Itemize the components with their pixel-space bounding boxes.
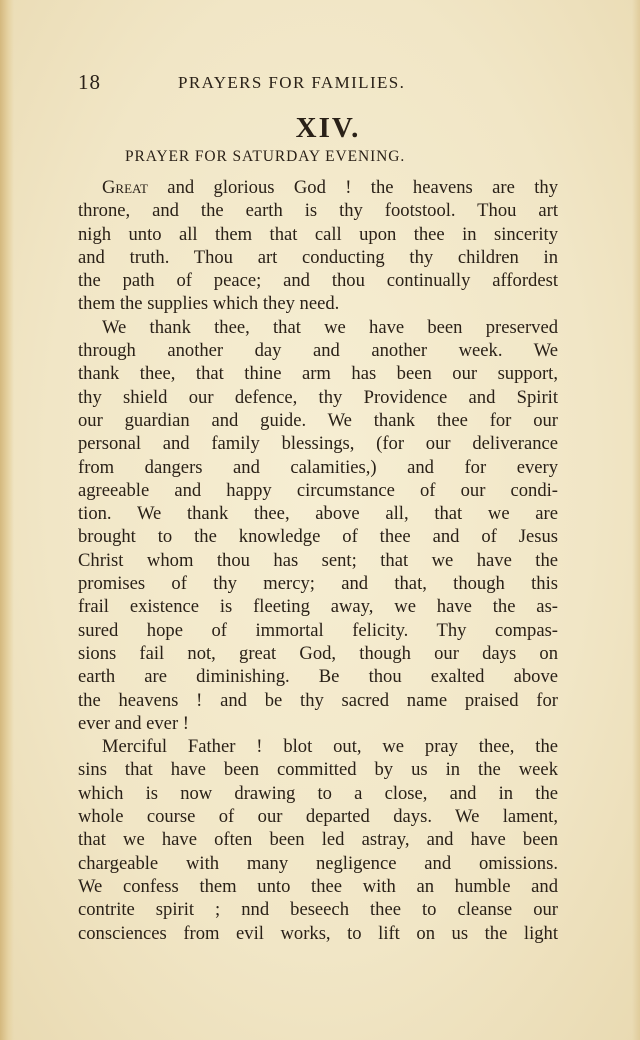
text-line: them the supplies which they need. — [78, 293, 340, 315]
text-line: sured hope of immortal felicity. Thy compas- — [78, 619, 558, 641]
text-line: whole course of our departed days. We lament, — [78, 806, 558, 828]
running-head: PRAYERS FOR FAMILIES. — [178, 73, 406, 92]
text-line: nigh unto all them that call upon thee in sincerity — [78, 223, 558, 245]
text-line: which is now drawing to a close, and in the — [78, 782, 558, 804]
page-edge-shadow — [632, 0, 640, 1040]
text-line: brought to the knowledge of thee and of Jesus — [78, 526, 558, 548]
text-line: from dangers and calamities,) and for every — [78, 456, 558, 478]
text-line: tion. We thank thee, above all, that we are — [78, 503, 558, 525]
section-numeral: XIV. — [295, 112, 361, 144]
text-line: our guardian and guide. We thank thee for our — [78, 409, 558, 431]
text-line: that we have often been led astray, and have been — [78, 829, 558, 851]
text-line: frail existence is fleeting away, we have the as- — [78, 596, 558, 618]
text-line: ever and ever ! — [78, 712, 189, 734]
text-line: earth are diminishing. Be thou exalted above — [78, 666, 558, 688]
text-line: agreeable and happy circumstance of our condi- — [78, 479, 558, 501]
text-line: the heavens ! and be thy sacred name praised for — [78, 689, 558, 711]
text-line: consciences from evil works, to lift on us the light — [78, 922, 558, 944]
text-line: Christ whom thou has sent; that we have the — [78, 549, 558, 571]
text-line: and truth. Thou art conducting thy children in — [78, 246, 558, 268]
text-line: We thank thee, that we have been preserved — [102, 316, 558, 338]
text-line: throne, and the earth is thy footstool. Thou art — [78, 200, 558, 222]
text-line: thank thee, that thine arm has been our support, — [78, 363, 558, 385]
text-line: sions fail not, great God, though our days on — [78, 642, 558, 664]
text-line: contrite spirit ; nnd beseech thee to cleanse our — [78, 899, 558, 921]
text-line: Merciful Father ! blot out, we pray thee, the — [102, 736, 558, 758]
text-line: Great and glorious God ! the heavens are thy — [102, 177, 558, 198]
prayer-title: PRAYER FOR SATURDAY EVENING. — [125, 148, 406, 165]
text-line: promises of thy mercy; and that, though this — [78, 573, 558, 595]
text-line: the path of peace; and thou continually affordest — [78, 270, 558, 292]
text-line: thy shield our defence, thy Providence and Spirit — [78, 386, 558, 408]
page-gutter-shadow — [0, 0, 14, 1040]
body-text — [78, 176, 558, 945]
text-line: chargeable with many negligence and omissions. — [78, 852, 558, 874]
opening-word: Great — [102, 177, 148, 198]
page-header — [78, 70, 458, 100]
text-line: We confess them unto thee with an humble and — [78, 875, 558, 897]
text-line: personal and family blessings, (for our deliverance — [78, 433, 558, 455]
text-line: through another day and another week. We — [78, 340, 558, 362]
page-number: 18 — [78, 70, 101, 94]
text-line: sins that have been committed by us in the week — [78, 759, 558, 781]
